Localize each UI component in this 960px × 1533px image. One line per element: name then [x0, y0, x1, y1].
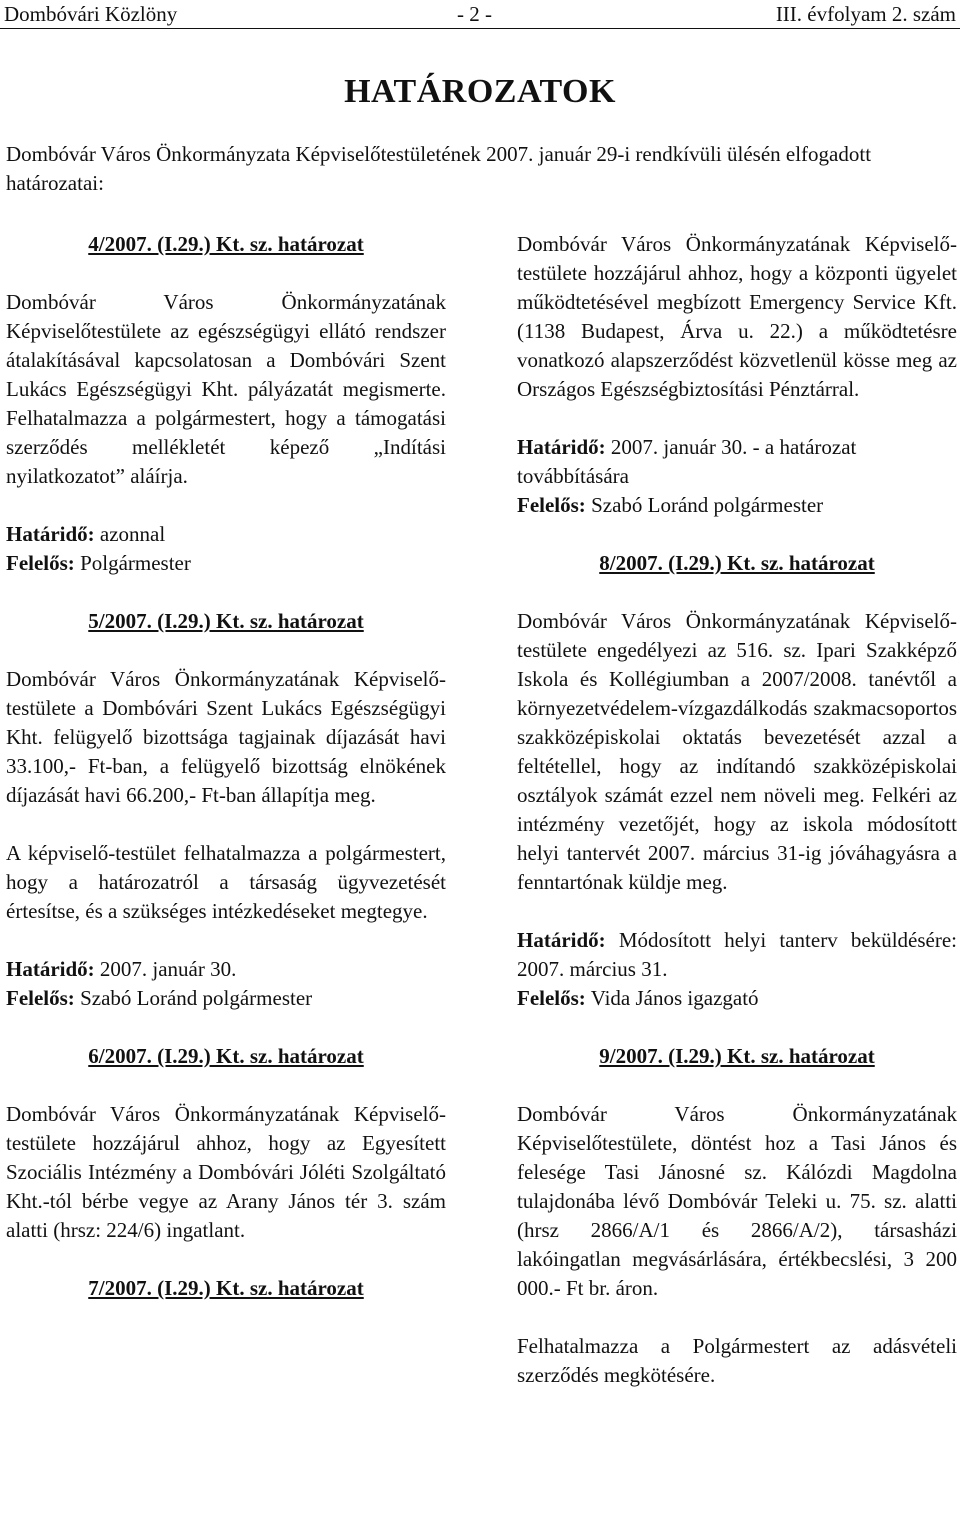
responsible-label: Felelős: [517, 493, 586, 517]
resolution-number: 6/2007. (I.29.) Kt. sz. határozat [88, 1044, 364, 1068]
page-title: HATÁROZATOK [344, 73, 616, 110]
deadline-label: Határidő: [517, 928, 606, 952]
right-column [517, 230, 957, 1419]
responsible-value: Szabó Loránd polgármester [591, 493, 824, 517]
header-rule [0, 28, 960, 29]
left-column [6, 230, 446, 1332]
resolution-text: Dombóvár Város Önkormányzatának Képviselő-testülete engedélyezi az 516. sz. Ipari Szakképző Iskola és Kollégiumban a 2007/2008. tanévtől a környezetvédelem-vízgazdálkodás szakmacsoportos szakközépiskolai oktatás bevezetését azzal a feltétellel, hogy az indítandó szakközépiskolai osztályok számát ezzel nem növeli meg. Felkéri az intézmény vezetőjét, hogy az iskola módosított helyi tantervét 2007. március 31-ig jóváhagyásra a fenntartónak küldje meg. [517, 609, 957, 894]
resolution-number: 9/2007. (I.29.) Kt. sz. határozat [599, 1044, 875, 1068]
deadline-label: Határidő: [6, 957, 95, 981]
deadline-label: Határidő: [6, 522, 95, 546]
resolution-number: 8/2007. (I.29.) Kt. sz. határozat [599, 551, 875, 575]
resolution-number: 5/2007. (I.29.) Kt. sz. határozat [88, 609, 364, 633]
resolution-5 [6, 607, 446, 1042]
responsible-line [517, 984, 957, 1013]
responsible-label: Felelős: [6, 551, 75, 575]
issue-info: III. évfolyam 2. szám [775, 2, 956, 26]
resolution-text-2: A képviselő-testület felhatalmazza a polgármestert, hogy a határozatról a társaság ügyvezetését értesítse, és a szükséges intézkedéseket megtegye. [6, 841, 446, 923]
responsible-label: Felelős: [517, 986, 586, 1010]
resolution-text-2: Felhatalmazza a Polgármestert az adásvételi szerződés megkötésére. [517, 1334, 957, 1387]
responsible-label: Felelős: [6, 986, 75, 1010]
deadline-label: Határidő: [517, 435, 606, 459]
intro-text: Dombóvár Város Önkormányzata Képviselőtestületének 2007. január 29-i rendkívüli ülésén elfogadott határozatai: [6, 142, 872, 195]
resolution-text: Dombóvár Város Önkormányzatának Képviselő-testülete hozzájárul ahhoz, hogy az Egyesített Szociális Intézmény a Dombóvári Jóléti Szolgáltató Kht.-tól bérbe vegye az Arany János tér 3. szám alatti (hrsz: 224/6) ingatlant. [6, 1102, 446, 1242]
resolution-9 [517, 1042, 957, 1390]
deadline-line [517, 926, 957, 984]
responsible-line [6, 984, 446, 1013]
resolution-text: Dombóvár Város Önkormányzatának Képviselő-testülete hozzájárul ahhoz, hogy a központi ügyelet működtetésével megbízott Emergency Service Kft. (1138 Budapest, Árva u. 22.) a működtetésre vonatkozó alapszerződést közvetlenül kösse meg az Országos Egészségbiztosítási Pénztárral. [517, 232, 957, 401]
responsible-value: Vida János igazgató [590, 986, 759, 1010]
resolution-8 [517, 549, 957, 1042]
responsible-value: Szabó Loránd polgármester [80, 986, 313, 1010]
responsible-line [6, 549, 446, 578]
deadline-value: 2007. január 30. - a határozat továbbítására [517, 435, 857, 488]
deadline-value: Módosított helyi tanterv beküldésére: 2007. március 31. [517, 928, 957, 981]
page-header [0, 0, 960, 32]
deadline-line [517, 433, 957, 491]
deadline-line [6, 520, 446, 549]
resolution-number: 7/2007. (I.29.) Kt. sz. határozat [88, 1276, 364, 1300]
resolution-text: Dombóvár Város Önkormányzatának Képviselőtestülete, döntést hoz a Tasi János és felesége Tasi Jánosné sz. Kálózdi Magdolna tulajdonába lévő Dombóvár Teleki u. 75. sz. alatti (hrsz 2866/A/1 és 2866/A/2), társasházi lakóingatlan megvásárlására, értékbecslési, 3 200 000.- Ft br. áron. [517, 1102, 957, 1300]
deadline-value: azonnal [99, 522, 166, 546]
responsible-line [517, 491, 957, 520]
page-number: - 2 - [457, 2, 492, 26]
resolution-text: Dombóvár Város Önkormányzatának Képviselő-testülete a Dombóvári Szent Lukács Egészségügyi Kht. felügyelő bizottsága tagjainak díjazását havi 33.100,- Ft-ban, a felügyelő bizottság elnökének díjazását havi 66.200,- Ft-ban állapítja meg. [6, 667, 446, 807]
resolution-6 [6, 1042, 446, 1245]
deadline-value: 2007. január 30. [99, 957, 237, 981]
resolution-7-heading [6, 1274, 446, 1303]
deadline-line [6, 955, 446, 984]
responsible-value: Polgármester [80, 551, 191, 575]
resolution-number: 4/2007. (I.29.) Kt. sz. határozat [88, 232, 364, 256]
publication-name: Dombóvári Közlöny [4, 2, 178, 26]
resolution-4 [6, 230, 446, 607]
resolution-7-body [517, 230, 957, 549]
resolution-text: Dombóvár Város Önkormányzatának Képviselőtestülete az egészségügyi ellátó rendszer átalakításával kapcsolatosan a Dombóvári Szent Lukács Egészségügyi Kht. pályázatát megismerte. Felhatalmazza a polgármestert, hogy a támogatási szerződés mellékletét képező „Indítási nyilatkozatot” aláírja. [6, 290, 446, 488]
